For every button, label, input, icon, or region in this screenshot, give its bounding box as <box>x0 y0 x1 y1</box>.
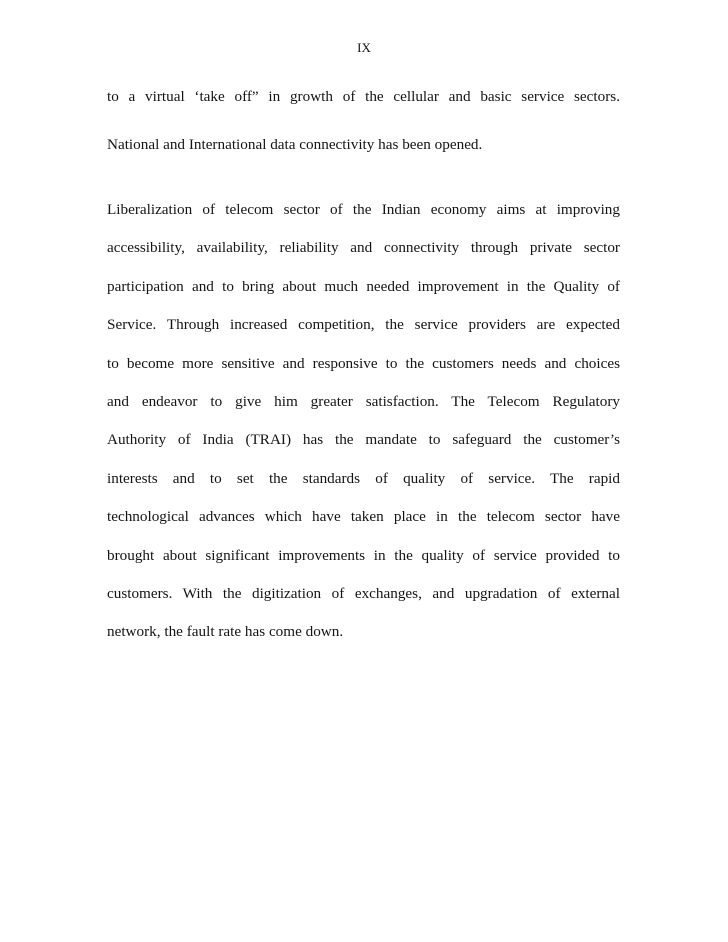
text-line: brought about significant improvements in the quality of service provided to <box>107 547 620 564</box>
page-number: IX <box>357 40 371 55</box>
text-line: participation and to bring about much needed improvement in the Quality of <box>107 278 620 295</box>
text-line: Service. Through increased competition, the service providers are expected <box>107 316 620 333</box>
text-line: to a virtual ‘take off” in growth of the cellular and basic service sectors. <box>107 88 620 105</box>
text-line: interests and to set the standards of quality of service. The rapid <box>107 470 620 487</box>
text-line: technological advances which have taken place in the telecom sector have <box>107 508 620 525</box>
text-line: Liberalization of telecom sector of the Indian economy aims at improving <box>107 201 620 218</box>
text-line: customers. With the digitization of exchanges, and upgradation of external <box>107 585 620 602</box>
text-line: and endeavor to give him greater satisfaction. The Telecom Regulatory <box>107 393 620 410</box>
text-line: to become more sensitive and responsive to the customers needs and choices <box>107 355 620 372</box>
text-line: network, the fault rate has come down. <box>107 623 344 640</box>
text-line: National and International data connectivity has been opened. <box>107 136 483 153</box>
text-line: Authority of India (TRAI) has the mandate to safeguard the customer’s <box>107 431 620 448</box>
text-line: accessibility, availability, reliability and connectivity through private sector <box>107 239 620 256</box>
